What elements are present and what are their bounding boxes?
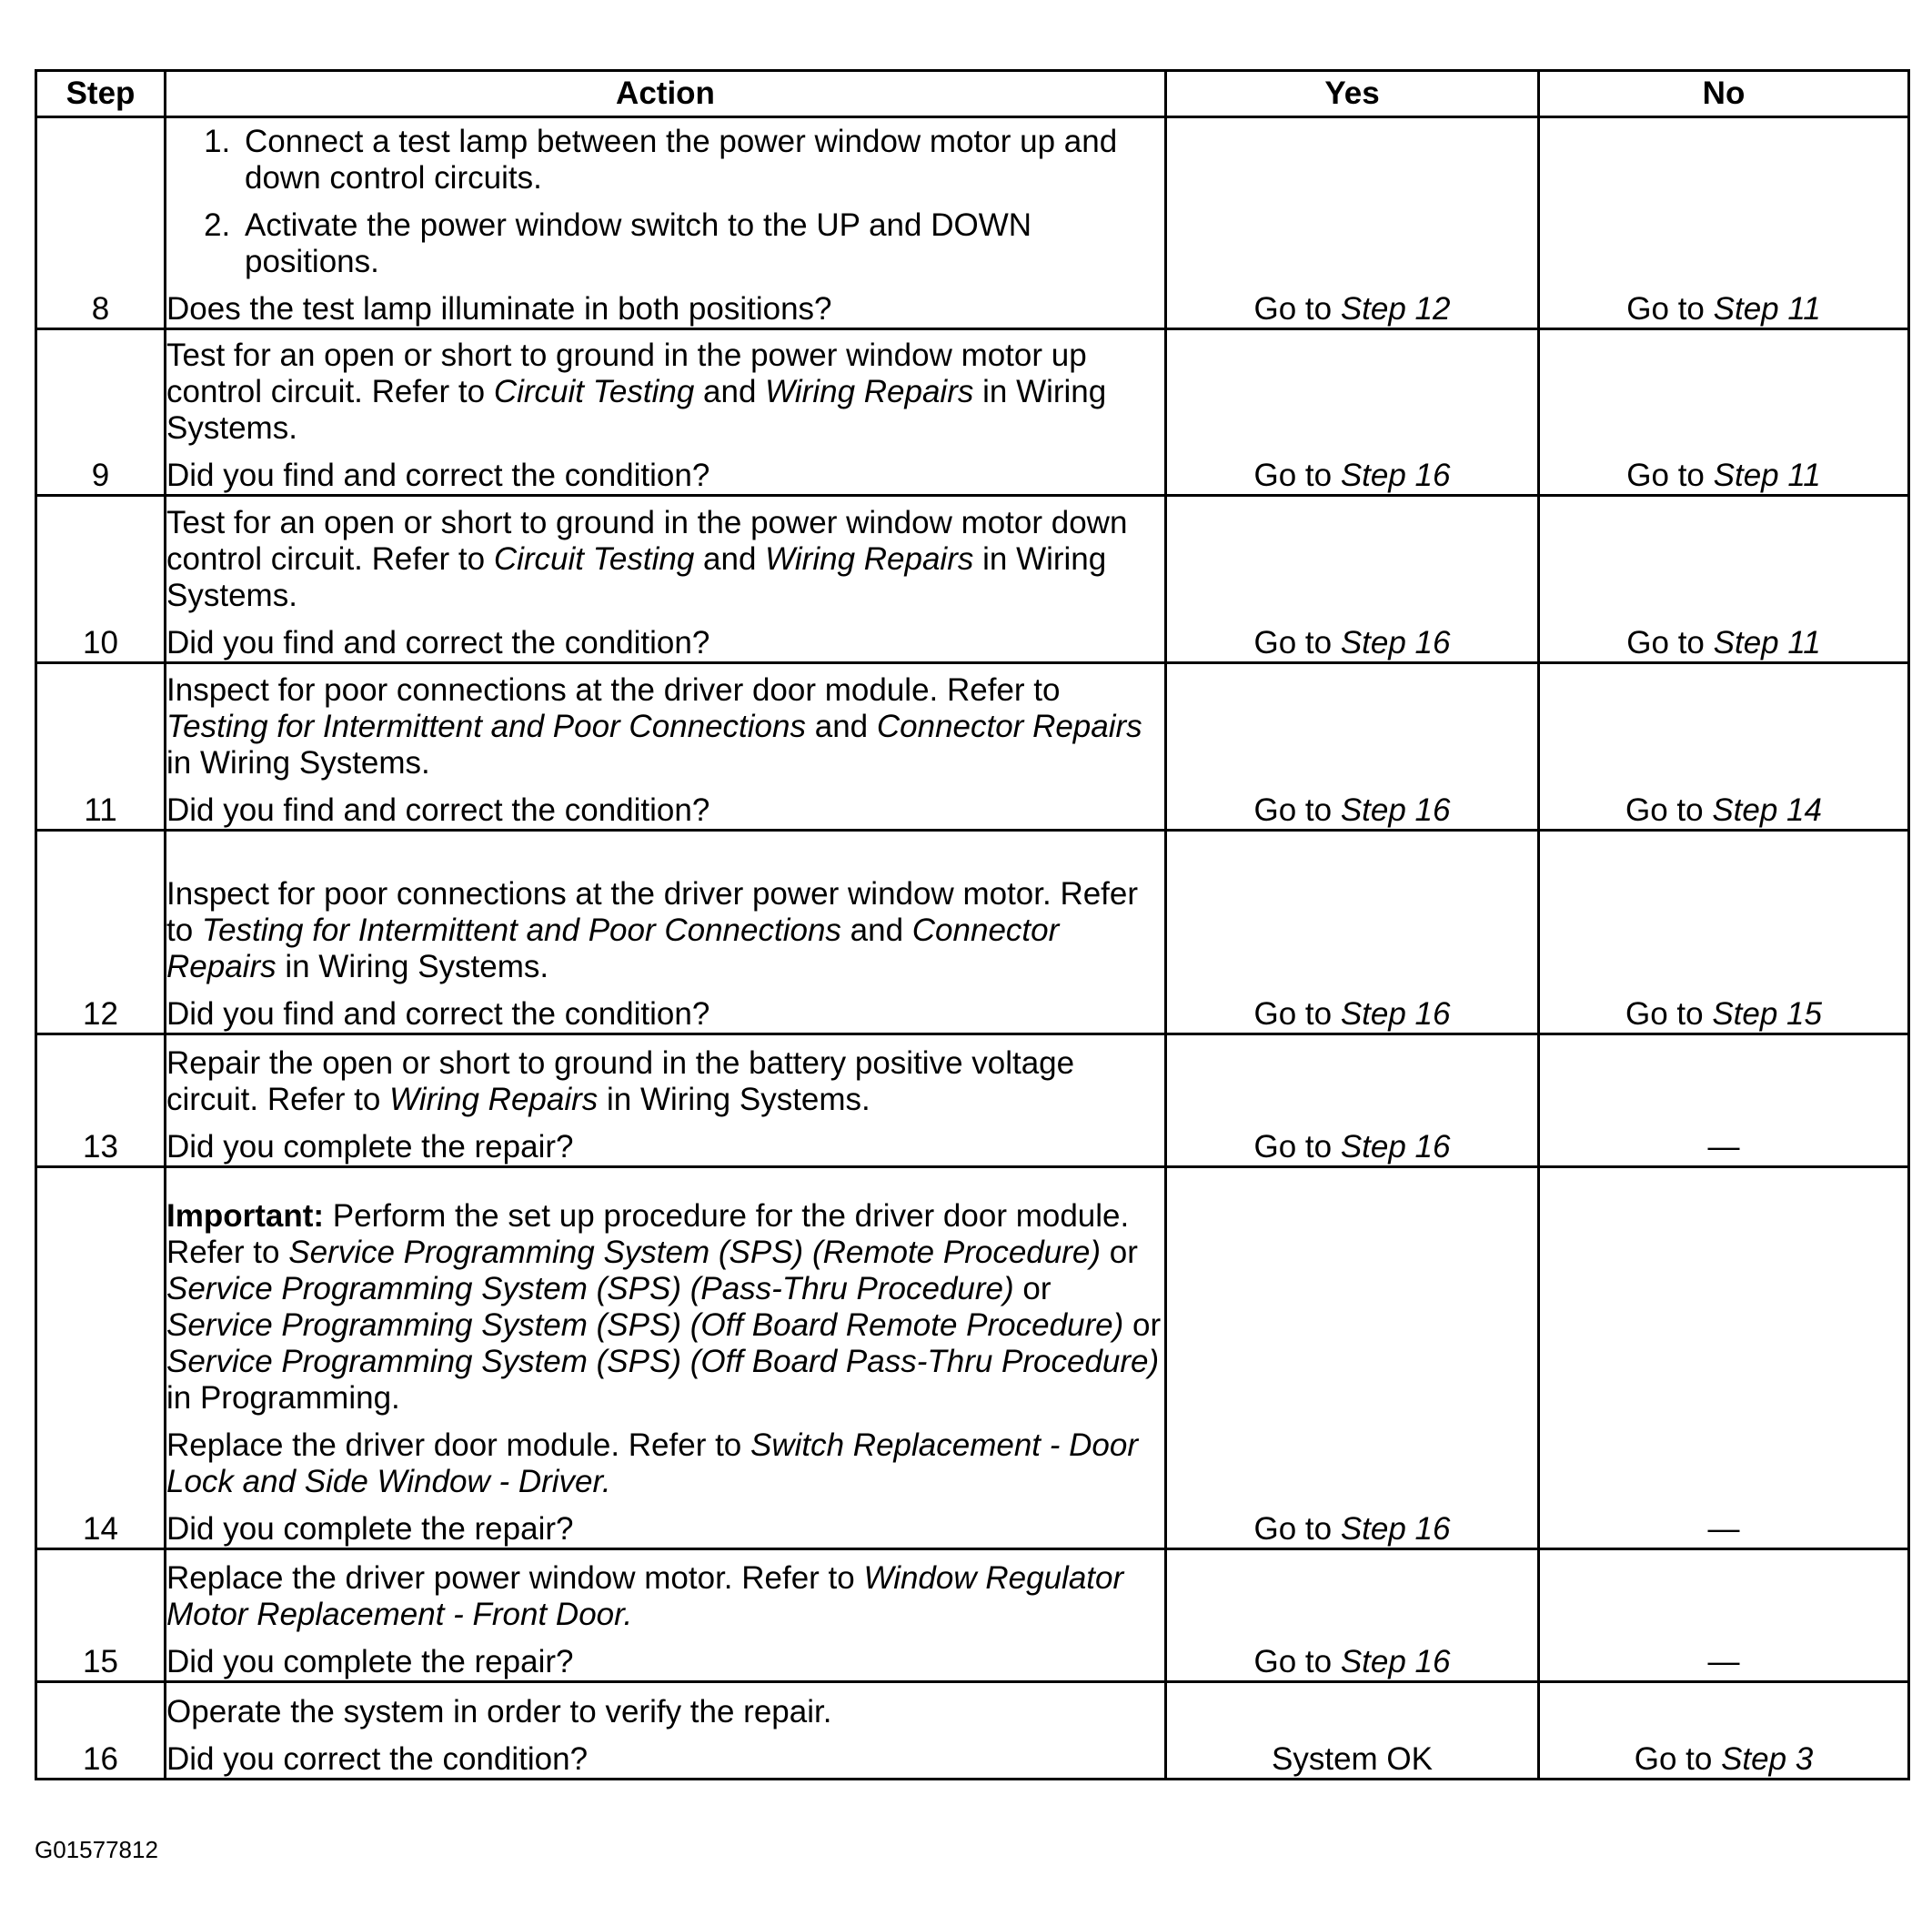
yes-cell bbox=[1166, 117, 1539, 329]
action-paragraph bbox=[166, 1644, 1164, 1680]
table-row bbox=[36, 1034, 1909, 1167]
text-run: Replace the driver door module. Refer to bbox=[166, 1427, 750, 1463]
action-list bbox=[166, 124, 1164, 280]
text-run: and bbox=[806, 709, 877, 744]
text-run: — bbox=[1707, 1129, 1740, 1165]
reference-text: Step 11 bbox=[1713, 625, 1821, 661]
text-run: in Wiring Systems. bbox=[276, 949, 549, 984]
yes-cell bbox=[1166, 496, 1539, 663]
text-run: in Programming. bbox=[166, 1380, 400, 1416]
step-number: 10 bbox=[36, 496, 166, 663]
header-step: Step bbox=[36, 71, 166, 117]
text-run: Did you complete the repair? bbox=[166, 1129, 574, 1165]
header-yes: Yes bbox=[1166, 71, 1539, 117]
reference-text: Wiring Repairs bbox=[765, 374, 974, 409]
bold-label: Important: bbox=[166, 1198, 325, 1234]
table-body bbox=[36, 117, 1909, 1780]
text-run: Go to bbox=[1253, 1644, 1341, 1679]
yes-cell bbox=[1166, 831, 1539, 1034]
reference-text: Circuit Testing bbox=[493, 374, 695, 409]
yes-cell bbox=[1166, 1682, 1539, 1780]
action-paragraph bbox=[166, 996, 1164, 1033]
table-row bbox=[36, 496, 1909, 663]
no-cell bbox=[1539, 663, 1909, 831]
reference-text: Wiring Repairs bbox=[765, 541, 974, 577]
action-cell bbox=[166, 831, 1166, 1034]
text-run: Go to bbox=[1626, 625, 1714, 661]
action-paragraph bbox=[166, 1560, 1164, 1633]
reference-text: Step 14 bbox=[1712, 792, 1822, 828]
reference-text: Service Programming System (SPS) (Off Board Pass-Thru Procedure) bbox=[166, 1344, 1160, 1379]
reference-text: Step 16 bbox=[1340, 1129, 1451, 1165]
text-run: Inspect for poor connections at the driver power window motor. Refer to bbox=[166, 876, 1139, 948]
yes-cell bbox=[1166, 1549, 1539, 1682]
reference-text: Service Programming System (SPS) (Pass-Thru Procedure) bbox=[166, 1271, 1014, 1306]
text-run: in Wiring Systems. bbox=[166, 541, 1107, 613]
action-paragraph bbox=[166, 672, 1164, 782]
action-paragraph bbox=[166, 1427, 1164, 1500]
text-run: Operate the system in order to verify the repair. bbox=[166, 1694, 832, 1729]
reference-text: Service Programming System (SPS) (Remote Procedure) bbox=[288, 1235, 1102, 1270]
text-run: or bbox=[1013, 1271, 1052, 1306]
step-number: 16 bbox=[36, 1682, 166, 1780]
text-run: Inspect for poor connections at the driver door module. Refer to bbox=[166, 672, 1061, 708]
diagnostic-table bbox=[35, 69, 1910, 1780]
action-paragraph bbox=[166, 1045, 1164, 1118]
step-number: 12 bbox=[36, 831, 166, 1034]
action-list-item: 1. Connect a test lamp between the power window motor up and down control circuits. bbox=[239, 124, 1164, 197]
action-paragraph bbox=[166, 876, 1164, 985]
action-cell bbox=[166, 329, 1166, 496]
reference-text: Circuit Testing bbox=[493, 541, 695, 577]
reference-text: Step 16 bbox=[1340, 1644, 1451, 1679]
action-paragraph bbox=[166, 1198, 1164, 1417]
reference-text: Step 15 bbox=[1712, 996, 1822, 1032]
table-row bbox=[36, 1682, 1909, 1780]
action-cell bbox=[166, 1549, 1166, 1682]
action-paragraph bbox=[166, 291, 1164, 328]
text-run: Go to bbox=[1626, 458, 1714, 493]
figure-id: G01577812 bbox=[35, 1836, 158, 1863]
reference-text: Step 11 bbox=[1713, 458, 1821, 493]
reference-text: Testing for Intermittent and Poor Connections bbox=[166, 709, 806, 744]
text-run: Go to bbox=[1253, 625, 1341, 661]
action-paragraph bbox=[166, 1741, 1164, 1778]
no-cell bbox=[1539, 831, 1909, 1034]
text-run: and bbox=[694, 541, 766, 577]
table-row bbox=[36, 1167, 1909, 1549]
yes-cell bbox=[1166, 1034, 1539, 1167]
no-cell bbox=[1539, 1034, 1909, 1167]
reference-text: Step 16 bbox=[1340, 792, 1451, 828]
text-run: Go to bbox=[1253, 1129, 1341, 1165]
text-run: in Wiring Systems. bbox=[598, 1082, 870, 1117]
action-cell bbox=[166, 1034, 1166, 1167]
table-row bbox=[36, 1549, 1909, 1682]
text-run: — bbox=[1707, 1644, 1740, 1679]
text-run: Did you find and correct the condition? bbox=[166, 458, 710, 493]
reference-text: Step 16 bbox=[1340, 625, 1451, 661]
reference-text: Connector Repairs bbox=[166, 913, 1060, 984]
text-run: Test for an open or short to ground in the power window motor down control circuit. Refer to bbox=[166, 505, 1128, 577]
table-row bbox=[36, 117, 1909, 329]
reference-text: Step 16 bbox=[1340, 1511, 1451, 1547]
action-paragraph bbox=[166, 625, 1164, 661]
text-run: Did you find and correct the condition? bbox=[166, 996, 710, 1032]
reference-text: Testing for Intermittent and Poor Connections bbox=[201, 913, 841, 948]
no-cell bbox=[1539, 1167, 1909, 1549]
table-row bbox=[36, 663, 1909, 831]
text-run: Does the test lamp illuminate in both positions? bbox=[166, 291, 832, 327]
text-run: Go to bbox=[1253, 291, 1341, 327]
step-number: 15 bbox=[36, 1549, 166, 1682]
step-number: 14 bbox=[36, 1167, 166, 1549]
text-run: or bbox=[1101, 1235, 1138, 1270]
header-row bbox=[36, 71, 1909, 117]
action-paragraph bbox=[166, 1511, 1164, 1548]
header-no: No bbox=[1539, 71, 1909, 117]
action-paragraph bbox=[166, 792, 1164, 829]
reference-text: Wiring Repairs bbox=[389, 1082, 599, 1117]
action-list-item: 2. Activate the power window switch to the UP and DOWN positions. bbox=[239, 207, 1164, 280]
reference-text: Service Programming System (SPS) (Off Board Remote Procedure) bbox=[166, 1307, 1124, 1343]
table-row bbox=[36, 831, 1909, 1034]
action-paragraph bbox=[166, 1694, 1164, 1730]
text-run: Go to bbox=[1625, 792, 1713, 828]
action-paragraph bbox=[166, 458, 1164, 494]
text-run: Go to bbox=[1253, 1511, 1341, 1547]
action-cell bbox=[166, 1167, 1166, 1549]
no-cell bbox=[1539, 496, 1909, 663]
action-paragraph bbox=[166, 1129, 1164, 1165]
text-run: — bbox=[1707, 1511, 1740, 1547]
no-cell bbox=[1539, 1549, 1909, 1682]
reference-text: Step 16 bbox=[1340, 996, 1451, 1032]
no-cell bbox=[1539, 117, 1909, 329]
text-run: Go to bbox=[1626, 291, 1714, 327]
action-cell bbox=[166, 663, 1166, 831]
text-run: Go to bbox=[1253, 792, 1341, 828]
text-run: Test for an open or short to ground in the power window motor up control circuit. Refer to bbox=[166, 338, 1087, 409]
reference-text: Step 11 bbox=[1713, 291, 1821, 327]
text-run: Go to bbox=[1253, 996, 1341, 1032]
text-run: Go to bbox=[1625, 996, 1713, 1032]
step-number: 13 bbox=[36, 1034, 166, 1167]
no-cell bbox=[1539, 1682, 1909, 1780]
action-cell bbox=[166, 496, 1166, 663]
reference-text: Connector Repairs bbox=[876, 709, 1142, 744]
text-run: Go to bbox=[1253, 458, 1341, 493]
text-run: Replace the driver power window motor. Refer to bbox=[166, 1560, 864, 1596]
text-run: Did you complete the repair? bbox=[166, 1644, 574, 1679]
text-run: Go to bbox=[1634, 1741, 1722, 1777]
reference-text: Window Regulator Motor Replacement - Front Door. bbox=[166, 1560, 1124, 1632]
text-run: Did you find and correct the condition? bbox=[166, 625, 710, 661]
text-run: or bbox=[1123, 1307, 1162, 1343]
text-run: Did you find and correct the condition? bbox=[166, 792, 710, 828]
yes-cell bbox=[1166, 329, 1539, 496]
step-number: 8 bbox=[36, 117, 166, 329]
text-run: Did you complete the repair? bbox=[166, 1511, 574, 1547]
no-cell bbox=[1539, 329, 1909, 496]
text-run: Repair the open or short to ground in the battery positive voltage circuit. Refer to bbox=[166, 1045, 1075, 1117]
reference-text: Step 3 bbox=[1721, 1741, 1814, 1777]
action-paragraph bbox=[166, 338, 1164, 447]
action-cell bbox=[166, 1682, 1166, 1780]
text-run: Perform the set up procedure for the driver door module. Refer to bbox=[166, 1198, 1130, 1270]
header-action: Action bbox=[166, 71, 1166, 117]
text-run: Did you correct the condition? bbox=[166, 1741, 589, 1777]
step-number: 11 bbox=[36, 663, 166, 831]
table-row bbox=[36, 329, 1909, 496]
yes-cell bbox=[1166, 1167, 1539, 1549]
step-number: 9 bbox=[36, 329, 166, 496]
action-paragraph bbox=[166, 505, 1164, 614]
text-run: and bbox=[694, 374, 766, 409]
reference-text: Step 12 bbox=[1340, 291, 1451, 327]
reference-text: Switch Replacement - Door Lock and Side Window - Driver. bbox=[166, 1427, 1138, 1499]
action-cell bbox=[166, 117, 1166, 329]
text-run: System OK bbox=[1272, 1741, 1433, 1777]
text-run: and bbox=[840, 913, 912, 948]
text-run: in Wiring Systems. bbox=[166, 374, 1107, 446]
text-run: in Wiring Systems. bbox=[166, 745, 430, 781]
yes-cell bbox=[1166, 663, 1539, 831]
reference-text: Step 16 bbox=[1340, 458, 1451, 493]
